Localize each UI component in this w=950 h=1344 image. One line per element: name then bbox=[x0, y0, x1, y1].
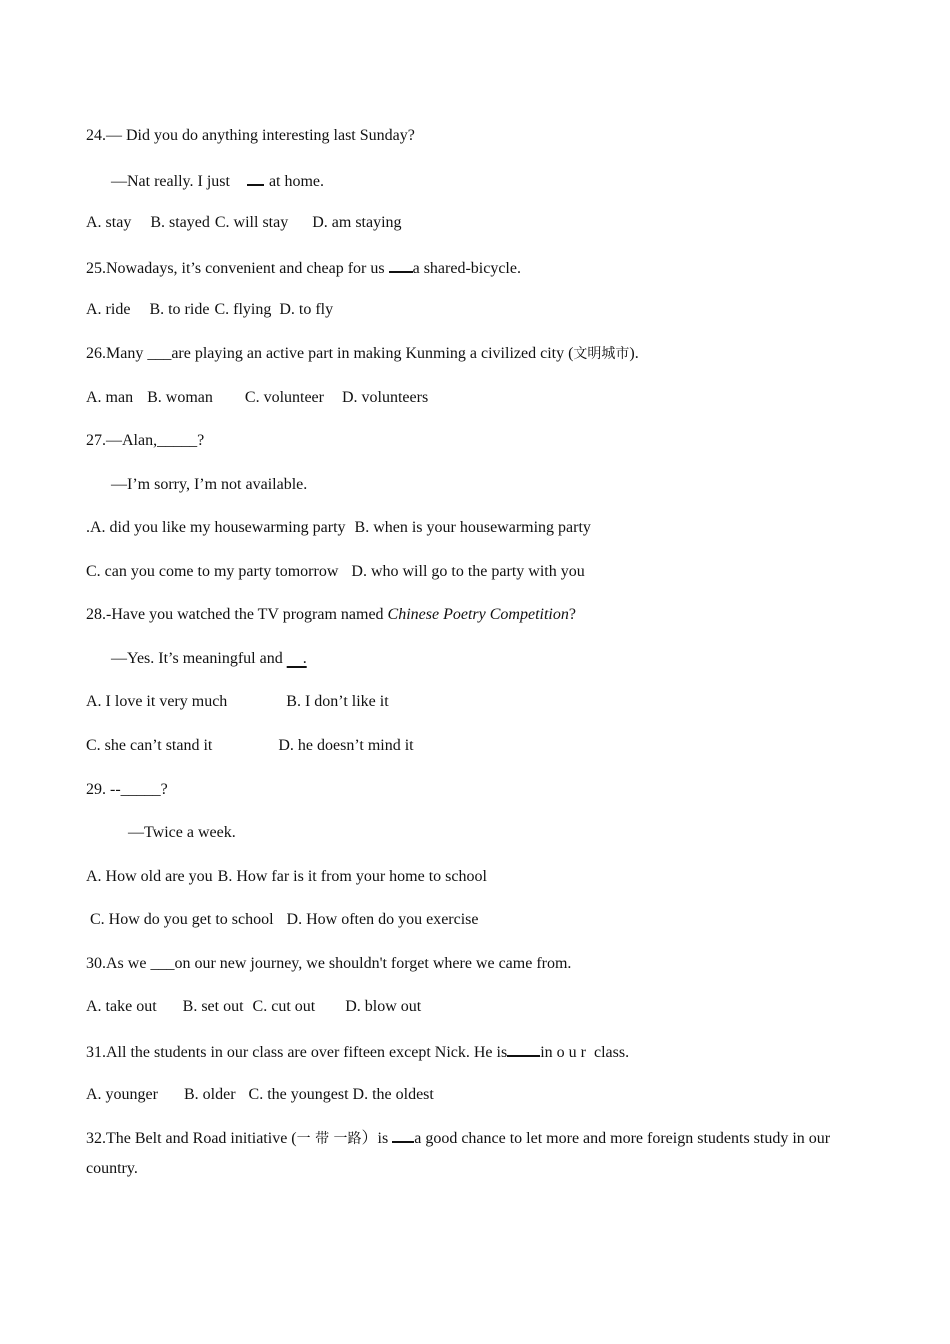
q29-options-cd bbox=[90, 910, 479, 930]
q24-reply-before: —Nat really. I just bbox=[111, 173, 230, 190]
q28-stem bbox=[86, 605, 576, 625]
q26-options bbox=[86, 388, 428, 408]
q32-stem-before: 32.The Belt and Road initiative ( bbox=[86, 1130, 297, 1147]
q28-opt-a: A. I love it very much bbox=[86, 693, 228, 710]
q29-opt-d: D. How often do you exercise bbox=[286, 911, 479, 928]
q27-options-cd bbox=[86, 562, 585, 582]
q26-stem-cjk: 文明城市 bbox=[573, 346, 630, 362]
q27-opt-c: C. can you come to my party tomorrow bbox=[86, 563, 339, 580]
q31-blank bbox=[507, 1041, 540, 1057]
q24-opt-b: B. stayed bbox=[150, 214, 210, 231]
q27-reply: —I’m sorry, I’m not available. bbox=[111, 476, 308, 493]
q30-opt-a: A. take out bbox=[86, 998, 157, 1015]
q24-opt-c: C. will stay bbox=[214, 214, 289, 231]
q29-opt-a: A. How old are you bbox=[86, 868, 213, 885]
q25-opt-c: C. flying bbox=[214, 301, 272, 318]
q28-stem-before: 28.-Have you watched the TV program named bbox=[86, 606, 388, 623]
q24-reply-after: at home. bbox=[268, 173, 325, 190]
q29-stem: 29. --_____? bbox=[86, 781, 168, 798]
q28-options-ab bbox=[86, 692, 389, 712]
q28-reply-before: —Yes. It’s meaningful and bbox=[111, 650, 283, 667]
q32-stem bbox=[86, 1124, 846, 1183]
q28-reply bbox=[111, 649, 307, 669]
q32-stem-after: a good chance to let more and more foreign students study in our country. bbox=[86, 1130, 831, 1177]
q29-opt-c: C. How do you get to school bbox=[90, 911, 274, 928]
q26-opt-d: D. volunteers bbox=[341, 389, 429, 406]
q27-opt-b: B. when is your housewarming party bbox=[354, 519, 591, 536]
q24-opt-d: D. am staying bbox=[312, 214, 402, 231]
q26-stem bbox=[86, 344, 639, 364]
q28-program-title: Chinese Poetry Competition bbox=[387, 606, 569, 623]
q30-options bbox=[86, 997, 421, 1017]
q26-opt-c: C. volunteer bbox=[244, 389, 324, 406]
q26-stem-after: ). bbox=[629, 345, 639, 362]
q27-opt-a: .A. did you like my housewarming party bbox=[86, 519, 346, 536]
q31-opt-d: D. the oldest bbox=[352, 1086, 434, 1103]
q28-blank: . bbox=[286, 650, 307, 667]
q24-options bbox=[86, 213, 402, 233]
q30-stem: 30.As we ___on our new journey, we shouldn't forget where we came from. bbox=[86, 955, 572, 972]
q32-blank bbox=[392, 1127, 414, 1143]
q25-opt-a: A. ride bbox=[86, 301, 131, 318]
q25-stem-after: a shared-bicycle. bbox=[412, 260, 521, 277]
q31-opt-b: B. older bbox=[183, 1086, 236, 1103]
q28-opt-d: D. he doesn’t mind it bbox=[278, 737, 414, 754]
q29-options-ab bbox=[86, 867, 487, 887]
q31-stem-after: in o u r class. bbox=[540, 1044, 630, 1061]
q25-opt-d: D. to fly bbox=[279, 301, 334, 318]
q31-options bbox=[86, 1085, 434, 1105]
q30-opt-b: B. set out bbox=[182, 998, 244, 1015]
q26-opt-b: B. woman bbox=[147, 389, 213, 406]
q25-stem-before: 25.Nowadays, it’s convenient and cheap for us bbox=[86, 260, 385, 277]
q28-opt-b: B. I don’t like it bbox=[286, 693, 389, 710]
q24-stem: 24.— Did you do anything interesting last Sunday? bbox=[86, 127, 415, 144]
q29-reply: —Twice a week. bbox=[128, 824, 236, 841]
q28-options-cd bbox=[86, 736, 414, 756]
q29-opt-b: B. How far is it from your home to school bbox=[217, 868, 487, 885]
q27-opt-d: D. who will go to the party with you bbox=[351, 563, 585, 580]
q24-blank bbox=[247, 170, 264, 186]
q28-opt-c: C. she can’t stand it bbox=[86, 737, 213, 754]
q28-stem-after: ? bbox=[568, 606, 576, 623]
q24-reply bbox=[111, 170, 324, 192]
q31-opt-c: C. the youngest bbox=[248, 1086, 349, 1103]
q25-stem bbox=[86, 257, 521, 279]
q30-opt-c: C. cut out bbox=[252, 998, 316, 1015]
q24-opt-a: A. stay bbox=[86, 214, 132, 231]
q27-stem: 27.—Alan,_____? bbox=[86, 432, 205, 449]
q25-blank bbox=[389, 257, 413, 273]
q26-stem-before: 26.Many ___are playing an active part in making Kunming a civilized city ( bbox=[86, 345, 574, 362]
q25-options bbox=[86, 300, 333, 320]
q31-opt-a: A. younger bbox=[86, 1086, 158, 1103]
q31-stem bbox=[86, 1041, 629, 1063]
q26-opt-a: A. man bbox=[86, 389, 134, 406]
q31-stem-before: 31.All the students in our class are over fifteen except Nick. He is bbox=[86, 1044, 508, 1061]
q27-options-ab bbox=[86, 518, 591, 538]
q32-stem-mid: ）is bbox=[361, 1130, 389, 1147]
q32-stem-cjk: 一 带 一路 bbox=[296, 1131, 362, 1147]
q30-opt-d: D. blow out bbox=[345, 998, 422, 1015]
q25-opt-b: B. to ride bbox=[149, 301, 210, 318]
